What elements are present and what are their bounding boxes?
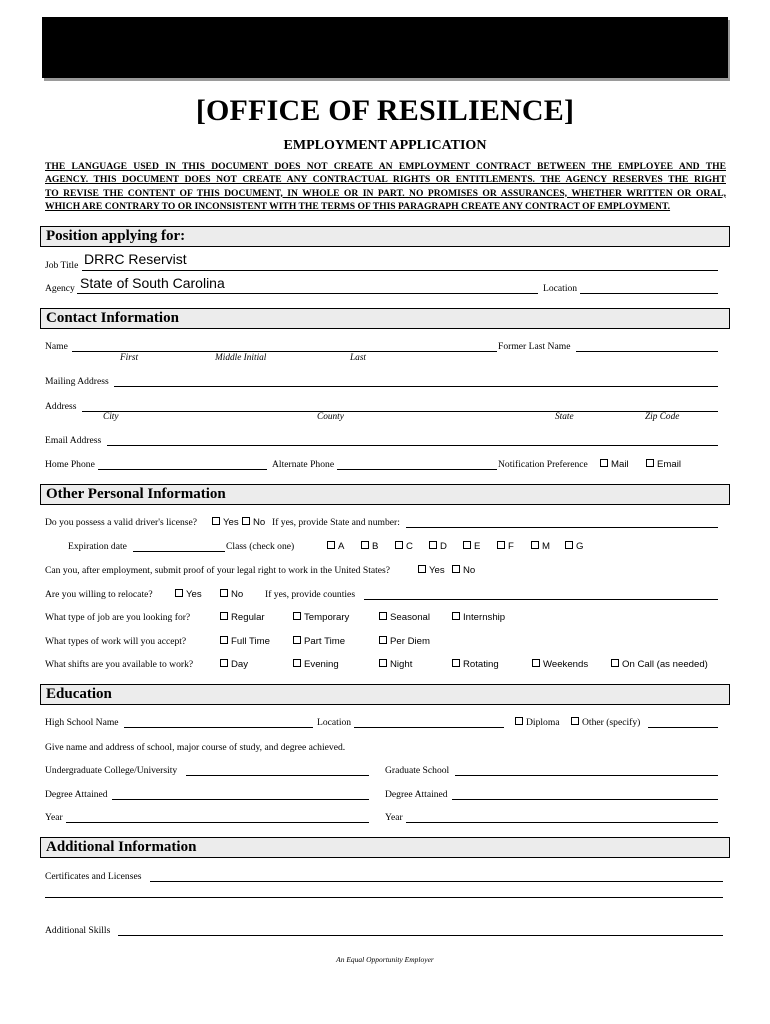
- class-m-checkbox[interactable]: M: [531, 541, 550, 552]
- mailing-address-label: Mailing Address: [45, 376, 109, 387]
- section-education: [40, 684, 730, 705]
- class-d-checkbox[interactable]: D: [429, 541, 447, 552]
- checkbox-icon: [515, 717, 523, 725]
- work-part-time-checkbox[interactable]: Part Time: [293, 636, 345, 647]
- shifts-question: What shifts are you available to work?: [45, 659, 194, 670]
- high-school-field[interactable]: [124, 727, 313, 728]
- checkbox-icon: [379, 636, 387, 644]
- checkbox-icon: [611, 659, 619, 667]
- class-b-checkbox[interactable]: B: [361, 541, 378, 552]
- relocate-question: Are you willing to relocate?: [45, 589, 153, 600]
- shift-day-checkbox[interactable]: Day: [220, 659, 248, 670]
- former-last-name-field[interactable]: [576, 351, 718, 352]
- checkbox-icon: [220, 612, 228, 620]
- shift-on-call-checkbox[interactable]: On Call (as needed): [611, 659, 708, 670]
- home-phone-field[interactable]: [98, 469, 267, 470]
- relocate-followup-label: If yes, provide counties: [265, 589, 356, 600]
- email-label: Email Address: [45, 435, 102, 446]
- agency-value: State of South Carolina: [80, 275, 225, 291]
- proof-no-checkbox[interactable]: No: [452, 565, 475, 576]
- proof-question: Can you, after employment, submit proof of your legal right to work in the United States?: [45, 565, 391, 576]
- page-title: [OFFICE OF RESILIENCE]: [195, 94, 575, 127]
- skills-field[interactable]: [118, 935, 723, 936]
- disclaimer-line: AGENCY. THIS DOCUMENT DOES NOT CREATE ANY CONTRACTUAL RIGHTS OR ENTITLEMENTS. THE AGENCY RESERVES THE RIGHT: [45, 174, 726, 186]
- checkbox-icon: [418, 565, 426, 573]
- home-phone-label: Home Phone: [45, 459, 95, 470]
- relocate-counties-field[interactable]: [364, 599, 718, 600]
- location-field[interactable]: [580, 293, 718, 294]
- alternate-phone-field[interactable]: [337, 469, 497, 470]
- class-c-checkbox[interactable]: C: [395, 541, 413, 552]
- high-school-location-label: Location: [317, 717, 352, 728]
- grad-year-label: Year: [385, 812, 403, 823]
- skills-label: Additional Skills: [45, 925, 111, 936]
- certificates-label: Certificates and Licenses: [45, 871, 142, 882]
- job-title-label: Job Title: [45, 260, 79, 271]
- checkbox-icon: [175, 589, 183, 597]
- license-number-field[interactable]: [406, 527, 718, 528]
- checkbox-icon: [242, 517, 250, 525]
- checkbox-icon: [571, 717, 579, 725]
- checkbox-icon: [220, 636, 228, 644]
- mailing-address-field[interactable]: [114, 386, 718, 387]
- class-g-checkbox[interactable]: G: [565, 541, 583, 552]
- grad-year-field[interactable]: [406, 822, 718, 823]
- checkbox-icon: [646, 459, 654, 467]
- job-type-temporary-checkbox[interactable]: Temporary: [293, 612, 349, 623]
- diploma-checkbox[interactable]: Diploma: [515, 717, 560, 728]
- expiration-label: Expiration date: [68, 541, 127, 552]
- name-label: Name: [45, 341, 68, 352]
- license-followup-label: If yes, provide State and number:: [272, 517, 400, 528]
- other-specify-field[interactable]: [648, 727, 718, 728]
- middle-initial-caption: Middle Initial: [215, 353, 267, 363]
- class-e-checkbox[interactable]: E: [463, 541, 480, 552]
- undergrad-field[interactable]: [186, 775, 369, 776]
- checkbox-icon: [497, 541, 505, 549]
- email-field[interactable]: [107, 445, 718, 446]
- shift-rotating-checkbox[interactable]: Rotating: [452, 659, 499, 670]
- zip-caption: Zip Code: [645, 412, 680, 422]
- state-caption: State: [555, 412, 574, 422]
- section-heading: Position applying for:: [46, 228, 186, 244]
- section-heading: Additional Information: [46, 839, 197, 855]
- grad-degree-label: Degree Attained: [385, 789, 448, 800]
- high-school-label: High School Name: [45, 717, 119, 728]
- checkbox-icon: [293, 636, 301, 644]
- disclaimer: [45, 160, 726, 213]
- checkbox-icon: [452, 612, 460, 620]
- header-banner: [42, 17, 728, 78]
- address-label: Address: [45, 401, 77, 412]
- location-label: Location: [543, 283, 578, 294]
- alternate-phone-label: Alternate Phone: [272, 459, 335, 470]
- notification-label: Notification Preference: [498, 459, 588, 470]
- work-types-question: What types of work will you accept?: [45, 636, 187, 647]
- work-full-time-checkbox[interactable]: Full Time: [220, 636, 270, 647]
- job-type-internship-checkbox[interactable]: Internship: [452, 612, 505, 623]
- checkbox-icon: [452, 565, 460, 573]
- checkbox-icon: [565, 541, 573, 549]
- certificates-field[interactable]: [150, 881, 723, 882]
- undergrad-year-label: Year: [45, 812, 63, 823]
- shift-night-checkbox[interactable]: Night: [379, 659, 412, 670]
- grad-school-label: Graduate School: [385, 765, 450, 776]
- undergrad-degree-field[interactable]: [112, 799, 369, 800]
- undergrad-label: Undergraduate College/University: [45, 765, 178, 776]
- class-f-checkbox[interactable]: F: [497, 541, 514, 552]
- checkbox-icon: [600, 459, 608, 467]
- agency-label: Agency: [45, 283, 75, 294]
- address-field[interactable]: [82, 411, 718, 412]
- disclaimer-line: THE LANGUAGE USED IN THIS DOCUMENT DOES NOT CREATE AN EMPLOYMENT CONTRACT BETWEEN THE EMPLOYEE AND THE: [45, 161, 726, 172]
- county-caption: County: [317, 412, 344, 422]
- job-type-regular-checkbox[interactable]: Regular: [220, 612, 265, 623]
- undergrad-year-field[interactable]: [66, 822, 369, 823]
- relocate-no-checkbox[interactable]: No: [220, 589, 243, 600]
- city-caption: City: [103, 412, 119, 422]
- proof-yes-checkbox[interactable]: Yes: [418, 565, 445, 576]
- section-contact: [40, 308, 730, 329]
- section-position: [40, 226, 730, 247]
- license-yes-checkbox[interactable]: Yes: [212, 517, 239, 528]
- section-heading: Other Personal Information: [46, 486, 226, 502]
- checkbox-icon: [327, 541, 335, 549]
- checkbox-icon: [379, 612, 387, 620]
- form-subtitle: EMPLOYMENT APPLICATION: [283, 138, 487, 153]
- checkbox-icon: [463, 541, 471, 549]
- checkbox-icon: [452, 659, 460, 667]
- job-type-question: What type of job are you looking for?: [45, 612, 191, 623]
- shift-evening-checkbox[interactable]: Evening: [293, 659, 339, 670]
- checkbox-icon: [220, 589, 228, 597]
- checkbox-icon: [429, 541, 437, 549]
- license-no-checkbox[interactable]: No: [242, 517, 265, 528]
- job-title-field[interactable]: [82, 270, 718, 271]
- undergrad-degree-label: Degree Attained: [45, 789, 108, 800]
- expiration-field[interactable]: [133, 551, 225, 552]
- job-title-value: DRRC Reservist: [84, 251, 187, 267]
- class-label: Class (check one): [226, 541, 295, 552]
- checkbox-icon: [531, 541, 539, 549]
- checkbox-icon: [395, 541, 403, 549]
- checkbox-icon: [220, 659, 228, 667]
- name-field[interactable]: [72, 351, 497, 352]
- mail-checkbox[interactable]: Mail: [600, 459, 629, 470]
- first-name-caption: First: [120, 353, 139, 363]
- agency-field[interactable]: [77, 293, 538, 294]
- certificates-field-line-2[interactable]: [45, 897, 723, 898]
- section-additional: [40, 837, 730, 858]
- license-question: Do you possess a valid driver's license?: [45, 517, 197, 528]
- checkbox-icon: [532, 659, 540, 667]
- former-last-name-label: Former Last Name: [498, 341, 571, 352]
- grad-degree-field[interactable]: [452, 799, 718, 800]
- disclaimer-line: TO REVISE THE CONTENT OF THIS DOCUMENT, IN WHOLE OR IN PART. NO PROMISES OR ASSURANCES, WHETHER WRITTEN OR ORAL,: [45, 187, 726, 199]
- last-name-caption: Last: [350, 353, 367, 363]
- grad-school-field[interactable]: [455, 775, 718, 776]
- checkbox-icon: [361, 541, 369, 549]
- class-a-checkbox[interactable]: A: [327, 541, 344, 552]
- section-heading: Education: [46, 686, 112, 702]
- job-type-seasonal-checkbox[interactable]: Seasonal: [379, 612, 430, 623]
- checkbox-icon: [293, 659, 301, 667]
- work-per-diem-checkbox[interactable]: Per Diem: [379, 636, 430, 647]
- checkbox-icon: [293, 612, 301, 620]
- checkbox-icon: [212, 517, 220, 525]
- footer-note: An Equal Opportunity Employer: [336, 955, 434, 964]
- education-instructions: Give name and address of school, major course of study, and degree achieved.: [45, 742, 346, 753]
- high-school-location-field[interactable]: [354, 727, 504, 728]
- email-checkbox[interactable]: Email: [646, 459, 681, 470]
- shift-weekends-checkbox[interactable]: Weekends: [532, 659, 588, 670]
- disclaimer-line: WHICH ARE CONTRARY TO OR INCONSISTENT WITH THE TERMS OF THIS PARAGRAPH CREATE ANY CONTRACT OF EMPLOYMENT.: [45, 200, 671, 212]
- section-heading: Contact Information: [46, 310, 179, 326]
- checkbox-icon: [379, 659, 387, 667]
- relocate-yes-checkbox[interactable]: Yes: [175, 589, 202, 600]
- other-checkbox[interactable]: Other (specify): [571, 717, 640, 728]
- section-personal: [40, 484, 730, 505]
